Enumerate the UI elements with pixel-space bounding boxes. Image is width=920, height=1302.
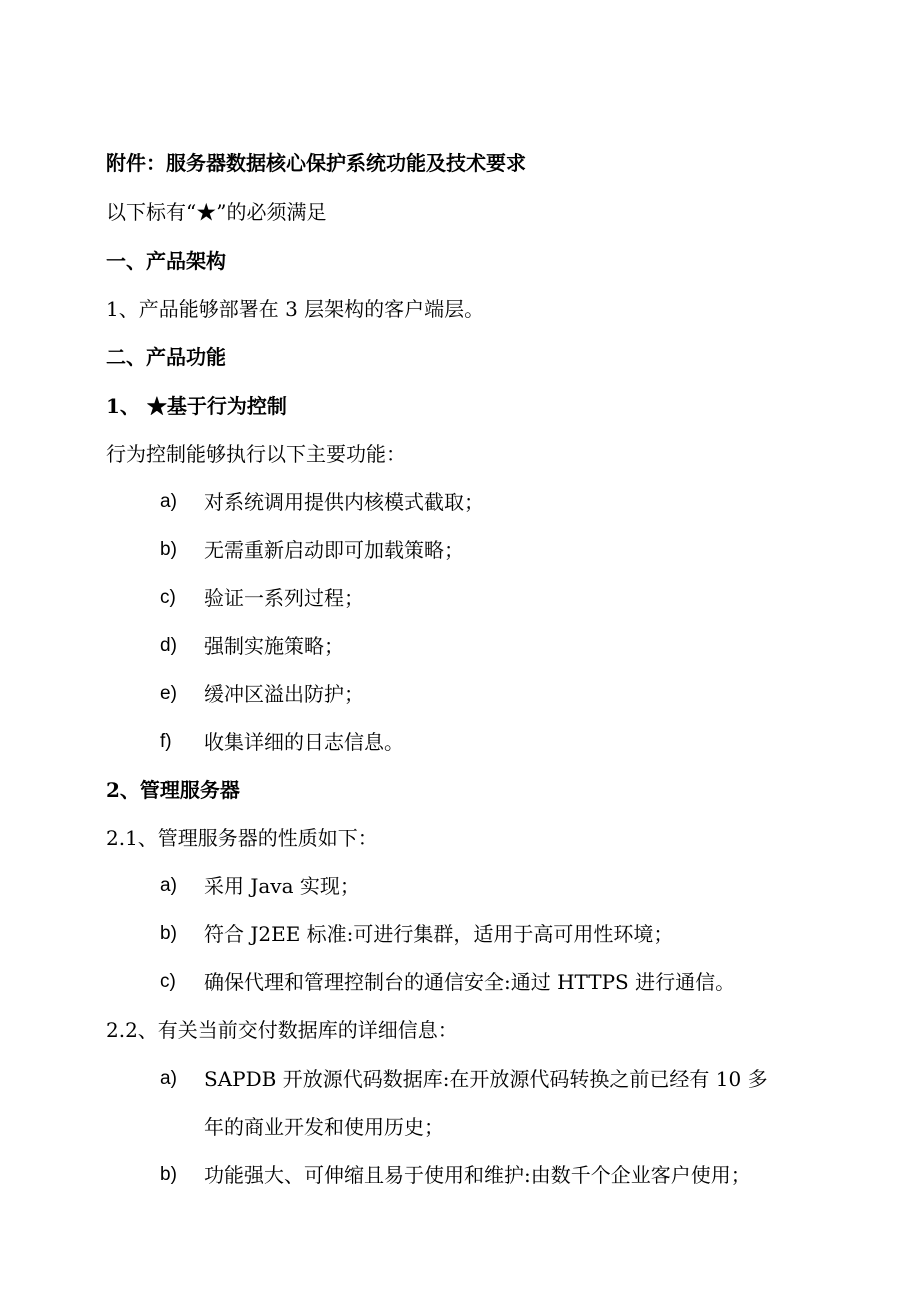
paragraph-2-2-heading: 2.2、有关当前交付数据库的详细信息： [106, 1018, 458, 1042]
paragraph-2-1-heading: 2.1、管理服务器的性质如下： [106, 826, 378, 850]
list-item-text: 无需重新启动即可加载策略； [204, 538, 464, 562]
list-item-text: 验证一系列过程； [204, 586, 364, 610]
list-item-text: 符合 J2EE 标准:可进行集群，适用于高可用性环境； [204, 922, 674, 946]
list-item-text: 功能强大、可伸缩且易于使用和维护:由数千个企业客户使用； [204, 1163, 751, 1187]
list-item-text: 确保代理和管理控制台的通信安全:通过 HTTPS 进行通信。 [204, 970, 736, 994]
attachment-title: 附件：服务器数据核心保护系统功能及技术要求 [106, 151, 526, 175]
list-item-marker: b) [160, 1164, 177, 1185]
section-1-heading: 一、产品架构 [106, 249, 226, 273]
subsection-1-heading: 1、 ★基于行为控制 [106, 394, 287, 418]
subsection-1-intro: 行为控制能够执行以下主要功能： [106, 442, 406, 466]
list-item-text: 收集详细的日志信息。 [204, 730, 404, 754]
list-item-text: 对系统调用提供内核模式截取； [204, 490, 484, 514]
list-item-marker: c) [160, 587, 176, 608]
mandatory-note: 以下标有“★”的必须满足 [106, 200, 327, 224]
list-item-marker: b) [160, 923, 177, 944]
list-item-text: 强制实施策略； [204, 634, 344, 658]
list-item-marker: a) [160, 875, 177, 896]
list-item-marker: a) [160, 491, 177, 512]
section-1-item-1: 1、产品能够部署在 3 层架构的客户端层。 [106, 297, 485, 321]
list-item-continuation: 年的商业开发和使用历史； [204, 1115, 444, 1139]
list-item-marker: d) [160, 635, 177, 656]
list-item-marker: b) [160, 539, 177, 560]
subsection-2-heading: 2、管理服务器 [106, 778, 240, 802]
list-item-text: 缓冲区溢出防护； [204, 682, 364, 706]
section-2-heading: 二、产品功能 [106, 345, 226, 369]
list-item-text: 采用 Java 实现； [204, 874, 360, 898]
list-item-marker: e) [160, 683, 177, 704]
list-item-marker: f) [160, 731, 172, 752]
list-item-marker: a) [160, 1068, 177, 1089]
list-item-text: SAPDB 开放源代码数据库:在开放源代码转换之前已经有 10 多 [204, 1067, 768, 1091]
list-item-marker: c) [160, 971, 176, 992]
